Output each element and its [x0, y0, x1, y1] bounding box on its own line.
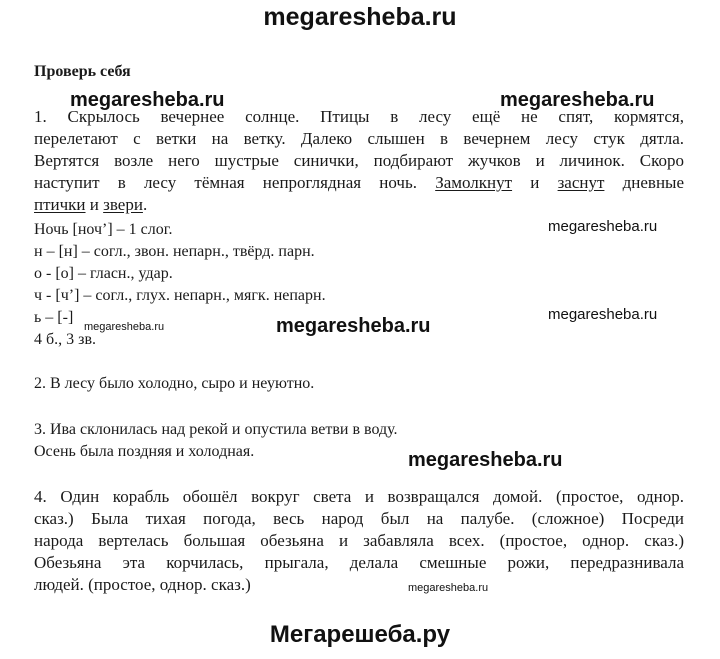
task4-line-4: Обезьяна эта корчилась, прыгала, делала смешные рожи, передразнивала	[34, 553, 684, 572]
conjunction-1: и	[530, 173, 540, 192]
task4-line-3: народа вертелась большая обезьяна и забавляла всех. (простое, однор. сказ.)	[34, 531, 684, 550]
task1-line-5	[34, 194, 147, 216]
phonetic-line-1: Ночь [ноч’] – 1 слог.	[34, 221, 173, 238]
underlined-predicate-2: заснут	[557, 173, 605, 192]
task1-line4-start: наступит в лесу тёмная непроглядная ночь.	[34, 173, 417, 192]
phonetic-line-6: 4 б., 3 зв.	[34, 331, 97, 348]
phonetic-line-3: о - [о] – гласн., удар.	[34, 265, 173, 282]
task3-line-2: Осень была поздняя и холодная.	[34, 443, 255, 460]
task1-line5-end: .	[142, 195, 148, 214]
task1-line-2: перелетают с ветки на ветку. Далеко слышен в вечернем лесу стук дятла.	[34, 129, 684, 148]
watermark-mid-right-1: megaresheba.ru	[548, 218, 658, 235]
task1-line-4	[34, 172, 684, 194]
task1-line-3: Вертятся возле него шустрые синички, подбирают жучков и личинок. Скоро	[34, 151, 684, 170]
task1-line-1: 1. Скрылось вечернее солнце. Птицы в лесу ещё не спят, кормятся,	[34, 107, 684, 126]
watermark-mid-right-2: megaresheba.ru	[548, 306, 658, 323]
phonetic-line-4: ч - [ч’] – согл., глух. непарн., мягк. непарн.	[34, 287, 326, 304]
watermark-small-right: megaresheba.ru	[408, 582, 489, 594]
watermark-big-right: megaresheba.ru	[500, 89, 655, 111]
task2-text: 2. В лесу было холодно, сыро и неуютно.	[34, 375, 315, 392]
page-heading: Проверь себя	[34, 63, 131, 80]
watermark-top: megaresheba.ru	[263, 3, 457, 31]
underlined-subject-1: птички	[34, 195, 86, 214]
underlined-predicate-1: Замолкнут	[435, 173, 513, 192]
phonetic-line-2: н – [н] – согл., звон. непарн., твёрд. парн.	[34, 243, 315, 260]
task1-line4-end: дневные	[622, 173, 685, 192]
watermark-big-center: megaresheba.ru	[276, 315, 431, 337]
task4-line-5: людей. (простое, однор. сказ.)	[34, 575, 251, 594]
task4-line-1: 4. Один корабль обошёл вокруг света и возвращался домой. (простое, однор.	[34, 487, 684, 506]
watermark-big-center-2: megaresheba.ru	[408, 449, 563, 471]
conjunction-2: и	[89, 195, 99, 214]
task4-line-2: сказ.) Была тихая погода, весь народ был на палубе. (сложное) Посреди	[34, 509, 684, 528]
phonetic-line-5: ь – [-]	[34, 309, 74, 326]
task3-line-1: 3. Ива склонилась над рекой и опустила ветви в воду.	[34, 421, 398, 438]
watermark-small-left: megaresheba.ru	[84, 321, 165, 333]
watermark-bottom: Мегарешеба.ру	[269, 621, 451, 648]
underlined-subject-2: звери	[103, 195, 143, 214]
watermark-big-left: megaresheba.ru	[70, 89, 225, 111]
